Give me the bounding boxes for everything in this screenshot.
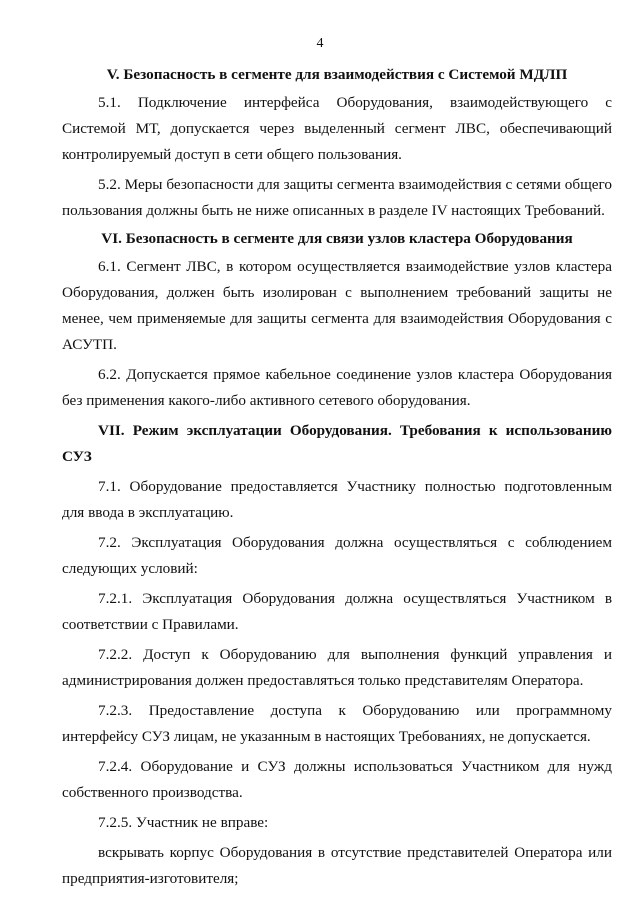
paragraph-7-2-2: 7.2.2. Доступ к Оборудованию для выполнения функций управления и администрирования должен предоставляться только представителям Оператора. <box>62 646 612 689</box>
paragraph-7-2-5-item: вскрывать корпус Оборудования в отсутствие представителей Оператора или предприятия-изготовителя; <box>62 844 612 887</box>
document-body <box>62 62 612 892</box>
paragraph-6-2: 6.2. Допускается прямое кабельное соединение узлов кластера Оборудования без применения какого-либо активного сетевого оборудования. <box>62 366 612 409</box>
paragraph-7-2-5: 7.2.5. Участник не вправе: <box>98 814 269 831</box>
paragraph-7-1: 7.1. Оборудование предоставляется Участнику полностью подготовленным для ввода в эксплуатацию. <box>62 478 612 521</box>
paragraph-7-2-4: 7.2.4. Оборудование и СУЗ должны использоваться Участником для нужд собственного производства. <box>62 758 612 801</box>
paragraph-7-2: 7.2. Эксплуатация Оборудования должна осуществляться с соблюдением следующих условий: <box>62 534 612 577</box>
paragraph-5-2: 5.2. Меры безопасности для защиты сегмента взаимодействия с сетями общего пользования должны быть не ниже описанных в разделе IV настоящих Требований. <box>62 176 612 219</box>
section-6-heading: VI. Безопасность в сегменте для связи узлов кластера Оборудования <box>101 230 573 247</box>
paragraph-5-1: 5.1. Подключение интерфейса Оборудования, взаимодействующего с Системой МТ, допускается через выделенный сегмент ЛВС, обеспечивающий контролируемый доступ в сети общего пользования. <box>62 94 612 163</box>
page-number: 4 <box>316 36 324 51</box>
paragraph-7-2-1: 7.2.1. Эксплуатация Оборудования должна осуществляться Участником в соответствии с Правилами. <box>62 590 612 633</box>
paragraph-6-1: 6.1. Сегмент ЛВС, в котором осуществляется взаимодействие узлов кластера Оборудования, должен быть изолирован с выполнением требований защиты не менее, чем применяемые для защиты сегмента для взаимодействия Оборудования с АСУТП. <box>62 258 612 353</box>
paragraph-7-2-3: 7.2.3. Предоставление доступа к Оборудованию или программному интерфейсу СУЗ лицам, не указанным в настоящих Требованиях, не допускается. <box>62 702 612 745</box>
section-7-heading: VII. Режим эксплуатации Оборудования. Требования к использованию СУЗ <box>62 422 612 465</box>
section-5-heading: V. Безопасность в сегменте для взаимодействия с Системой МДЛП <box>106 66 568 83</box>
